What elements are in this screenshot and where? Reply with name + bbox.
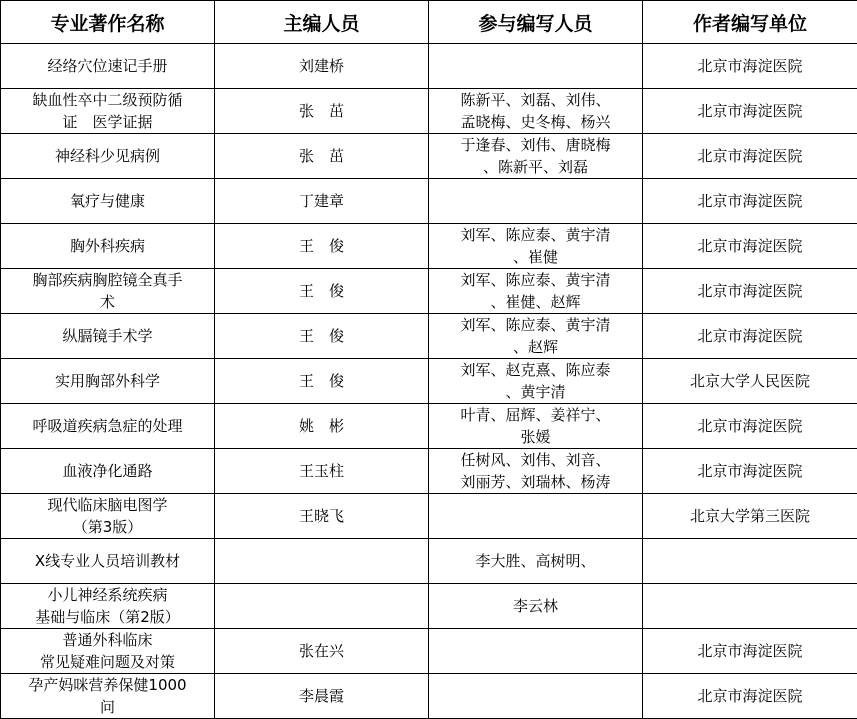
cell-editor: 王 俊 — [215, 269, 429, 314]
table-row — [1, 179, 857, 224]
header-editor: 主编人员 — [215, 1, 429, 44]
cell-contributors: 刘军、陈应泰、黄宇清 、赵辉 — [429, 314, 643, 359]
cell-title: 神经科少见病例 — [1, 134, 215, 179]
cell-unit: 北京市海淀医院 — [643, 269, 857, 314]
table-row — [1, 89, 857, 134]
cell-unit: 北京市海淀医院 — [643, 404, 857, 449]
cell-contributors — [429, 44, 643, 89]
cell-title: 普通外科临床 常见疑难问题及对策 — [1, 629, 215, 674]
cell-title: 实用胸部外科学 — [1, 359, 215, 404]
cell-editor: 王 俊 — [215, 359, 429, 404]
cell-title: 小儿神经系统疾病 基础与临床（第2版） — [1, 584, 215, 629]
table-row — [1, 449, 857, 494]
table-row — [1, 494, 857, 539]
cell-contributors — [429, 629, 643, 674]
cell-contributors: 刘军、陈应泰、黄宇清 、崔健、赵辉 — [429, 269, 643, 314]
cell-contributors: 陈新平、刘磊、刘伟、 孟晓梅、史冬梅、杨兴 — [429, 89, 643, 134]
cell-editor: 王晓飞 — [215, 494, 429, 539]
table-row — [1, 584, 857, 629]
cell-editor: 张 茁 — [215, 134, 429, 179]
cell-editor: 王 俊 — [215, 224, 429, 269]
cell-title: 孕产妈咪营养保健1000 问 — [1, 674, 215, 719]
cell-title: 经络穴位速记手册 — [1, 44, 215, 89]
cell-contributors: 于逢春、刘伟、唐晓梅 、陈新平、刘磊 — [429, 134, 643, 179]
cell-contributors — [429, 179, 643, 224]
cell-unit: 北京市海淀医院 — [643, 449, 857, 494]
header-contributors: 参与编写人员 — [429, 1, 643, 44]
cell-editor — [215, 584, 429, 629]
table-row — [1, 629, 857, 674]
cell-unit: 北京大学人民医院 — [643, 359, 857, 404]
cell-title: 现代临床脑电图学 （第3版） — [1, 494, 215, 539]
cell-title: 呼吸道疾病急症的处理 — [1, 404, 215, 449]
cell-contributors — [429, 674, 643, 719]
cell-unit: 北京市海淀医院 — [643, 674, 857, 719]
cell-unit: 北京市海淀医院 — [643, 89, 857, 134]
table-row — [1, 269, 857, 314]
table-row — [1, 359, 857, 404]
cell-unit: 北京市海淀医院 — [643, 224, 857, 269]
header-unit: 作者编写单位 — [643, 1, 857, 44]
table-body — [1, 44, 857, 719]
table-row — [1, 224, 857, 269]
cell-contributors — [429, 494, 643, 539]
cell-contributors: 李大胜、高树明、 — [429, 539, 643, 584]
cell-unit: 北京大学第三医院 — [643, 494, 857, 539]
cell-title: 缺血性卒中二级预防循 证 医学证据 — [1, 89, 215, 134]
header-title: 专业著作名称 — [1, 1, 215, 44]
cell-title: X线专业人员培训教材 — [1, 539, 215, 584]
cell-unit: 北京市海淀医院 — [643, 179, 857, 224]
cell-contributors: 叶青、屈辉、姜祥宁、 张媛 — [429, 404, 643, 449]
cell-editor: 张 茁 — [215, 89, 429, 134]
cell-editor: 丁建章 — [215, 179, 429, 224]
cell-contributors: 刘军、赵克熹、陈应泰 、黄宇清 — [429, 359, 643, 404]
cell-title: 胸外科疾病 — [1, 224, 215, 269]
cell-editor: 李晨霞 — [215, 674, 429, 719]
cell-title: 胸部疾病胸腔镜全真手 术 — [1, 269, 215, 314]
cell-unit: 北京市海淀医院 — [643, 134, 857, 179]
cell-editor: 王玉柱 — [215, 449, 429, 494]
cell-unit: 北京市海淀医院 — [643, 629, 857, 674]
cell-editor: 张在兴 — [215, 629, 429, 674]
cell-unit: 北京市海淀医院 — [643, 314, 857, 359]
cell-contributors: 任树风、刘伟、刘音、 刘丽芳、刘瑞林、杨涛 — [429, 449, 643, 494]
table-row — [1, 314, 857, 359]
cell-contributors: 李云林 — [429, 584, 643, 629]
cell-title: 血液净化通路 — [1, 449, 215, 494]
cell-editor: 姚 彬 — [215, 404, 429, 449]
cell-unit — [643, 584, 857, 629]
cell-title: 氧疗与健康 — [1, 179, 215, 224]
header-row — [1, 1, 857, 44]
cell-editor: 王 俊 — [215, 314, 429, 359]
table-row — [1, 674, 857, 719]
cell-editor: 刘建桥 — [215, 44, 429, 89]
cell-editor — [215, 539, 429, 584]
table-row — [1, 404, 857, 449]
table-row — [1, 539, 857, 584]
cell-unit — [643, 539, 857, 584]
cell-unit: 北京市海淀医院 — [643, 44, 857, 89]
cell-contributors: 刘军、陈应泰、黄宇清 、崔健 — [429, 224, 643, 269]
table-row — [1, 134, 857, 179]
table-row — [1, 44, 857, 89]
cell-title: 纵膈镜手术学 — [1, 314, 215, 359]
